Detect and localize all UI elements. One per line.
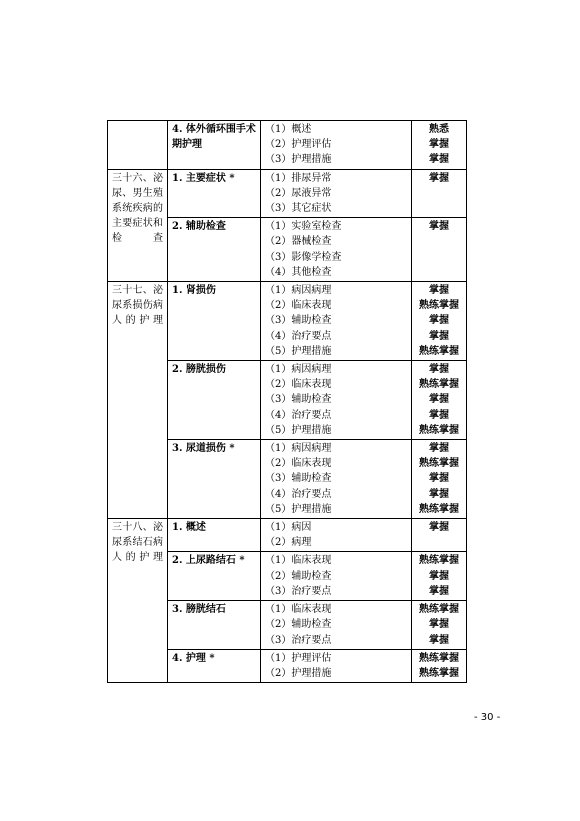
level-text: 掌握: [429, 172, 449, 184]
unit-title: [108, 121, 168, 170]
topic-items: [261, 440, 412, 519]
level-text: 掌握: [429, 634, 449, 646]
level-text: 掌握: [429, 522, 449, 534]
requirement-level: [412, 649, 467, 682]
item-text: （2）护理措施: [265, 667, 332, 679]
topic-name: 1. 主要症状 *: [168, 169, 261, 218]
table-row: [108, 169, 467, 218]
item-text: （5）护理措施: [265, 503, 332, 515]
level-text: 熟悉: [429, 124, 449, 135]
item-text: （3）辅助检查: [265, 473, 332, 485]
unit-title: 三十七、泌尿系损伤病人的护理: [108, 282, 168, 519]
item-text: （1）排尿异常: [265, 172, 332, 184]
level-text: 掌握: [429, 139, 449, 151]
topic-items: [261, 282, 412, 361]
topic-items: [261, 121, 412, 170]
level-text: 掌握: [429, 364, 449, 376]
item-text: （2）护理评估: [265, 139, 332, 151]
topic-items: [261, 169, 412, 218]
item-text: （3）辅助检查: [265, 394, 332, 406]
level-text: 掌握: [429, 315, 449, 327]
level-text: 熟练掌握: [419, 667, 459, 679]
topic-name: 2. 辅助检查: [168, 218, 261, 282]
topic-items: [261, 218, 412, 282]
level-text: 熟练掌握: [419, 458, 459, 470]
item-text: （2）尿液异常: [265, 187, 332, 199]
item-text: （2）临床表现: [265, 300, 332, 312]
item-text: （2）临床表现: [265, 379, 332, 391]
level-text: 掌握: [429, 570, 449, 582]
item-text: （2）病理: [265, 537, 312, 549]
unit-title: 三十六、泌尿、男生殖系统疾病的主要症状和检查: [108, 169, 168, 281]
level-text: 掌握: [429, 394, 449, 406]
level-text: 熟练掌握: [419, 652, 459, 664]
level-text: 熟练掌握: [419, 503, 459, 515]
item-text: （2）器械检查: [265, 236, 332, 248]
level-text: 掌握: [429, 473, 449, 485]
item-text: （1）临床表现: [265, 604, 332, 616]
item-text: （5）护理措施: [265, 424, 332, 436]
topic-name: 2. 上尿路结石 *: [168, 552, 261, 601]
requirement-level: [412, 440, 467, 519]
level-text: 掌握: [429, 285, 449, 297]
topic-items: [261, 361, 412, 440]
item-text: （3）影像学检查: [265, 251, 342, 263]
level-text: 熟练掌握: [419, 424, 459, 436]
syllabus-table: [107, 120, 467, 683]
level-text: 掌握: [429, 409, 449, 421]
item-text: （3）治疗要点: [265, 585, 332, 597]
topic-items: [261, 519, 412, 552]
table-row: [108, 282, 467, 361]
topic-name: 3. 尿道损伤 *: [168, 440, 261, 519]
item-text: （4）治疗要点: [265, 488, 332, 500]
topic-name: 3. 膀胱结石: [168, 601, 261, 650]
item-text: （1）临床表现: [265, 555, 332, 567]
item-text: （1）概述: [265, 124, 312, 135]
topic-items: [261, 601, 412, 650]
syllabus-table-body: [108, 121, 467, 683]
level-text: 掌握: [429, 154, 449, 166]
topic-name: 4. 护理 *: [168, 649, 261, 682]
level-text: 掌握: [429, 619, 449, 631]
item-text: （1）病因病理: [265, 443, 332, 455]
page-number: - 30 -: [474, 712, 501, 723]
item-text: （4）其他检查: [265, 266, 332, 278]
level-text: 熟练掌握: [419, 604, 459, 616]
item-text: （2）临床表现: [265, 458, 332, 470]
level-text: 熟练掌握: [419, 555, 459, 567]
item-text: （1）病因病理: [265, 285, 332, 297]
item-text: （5）护理措施: [265, 345, 332, 357]
level-text: 掌握: [429, 443, 449, 455]
table-row: [108, 121, 467, 170]
requirement-level: [412, 218, 467, 282]
topic-name: 4. 体外循环围手术期护理: [168, 121, 261, 170]
requirement-level: [412, 601, 467, 650]
level-text: 熟练掌握: [419, 379, 459, 391]
topic-name: 2. 膀胱损伤: [168, 361, 261, 440]
requirement-level: [412, 552, 467, 601]
item-text: （2）辅助检查: [265, 570, 332, 582]
topic-name: 1. 肾损伤: [168, 282, 261, 361]
level-text: 掌握: [429, 488, 449, 500]
level-text: 掌握: [429, 330, 449, 342]
item-text: （4）治疗要点: [265, 409, 332, 421]
item-text: （1）病因病理: [265, 364, 332, 376]
unit-title: 三十八、泌尿系结石病人的护理: [108, 519, 168, 683]
requirement-level: [412, 361, 467, 440]
topic-items: [261, 649, 412, 682]
item-text: （3）治疗要点: [265, 634, 332, 646]
table-row: [108, 519, 467, 552]
topic-items: [261, 552, 412, 601]
level-text: 熟练掌握: [419, 300, 459, 312]
level-text: 掌握: [429, 585, 449, 597]
level-text: 熟练掌握: [419, 345, 459, 357]
requirement-level: [412, 121, 467, 170]
topic-name: 1. 概述: [168, 519, 261, 552]
level-text: 掌握: [429, 221, 449, 233]
item-text: （3）护理措施: [265, 154, 332, 166]
requirement-level: [412, 282, 467, 361]
requirement-level: [412, 169, 467, 218]
item-text: （1）病因: [265, 522, 312, 534]
requirement-level: [412, 519, 467, 552]
item-text: （3）辅助检查: [265, 315, 332, 327]
item-text: （1）实验室检查: [265, 221, 342, 233]
item-text: （4）治疗要点: [265, 330, 332, 342]
item-text: （3）其它症状: [265, 203, 332, 215]
item-text: （1）护理评估: [265, 652, 332, 664]
item-text: （2）辅助检查: [265, 619, 332, 631]
